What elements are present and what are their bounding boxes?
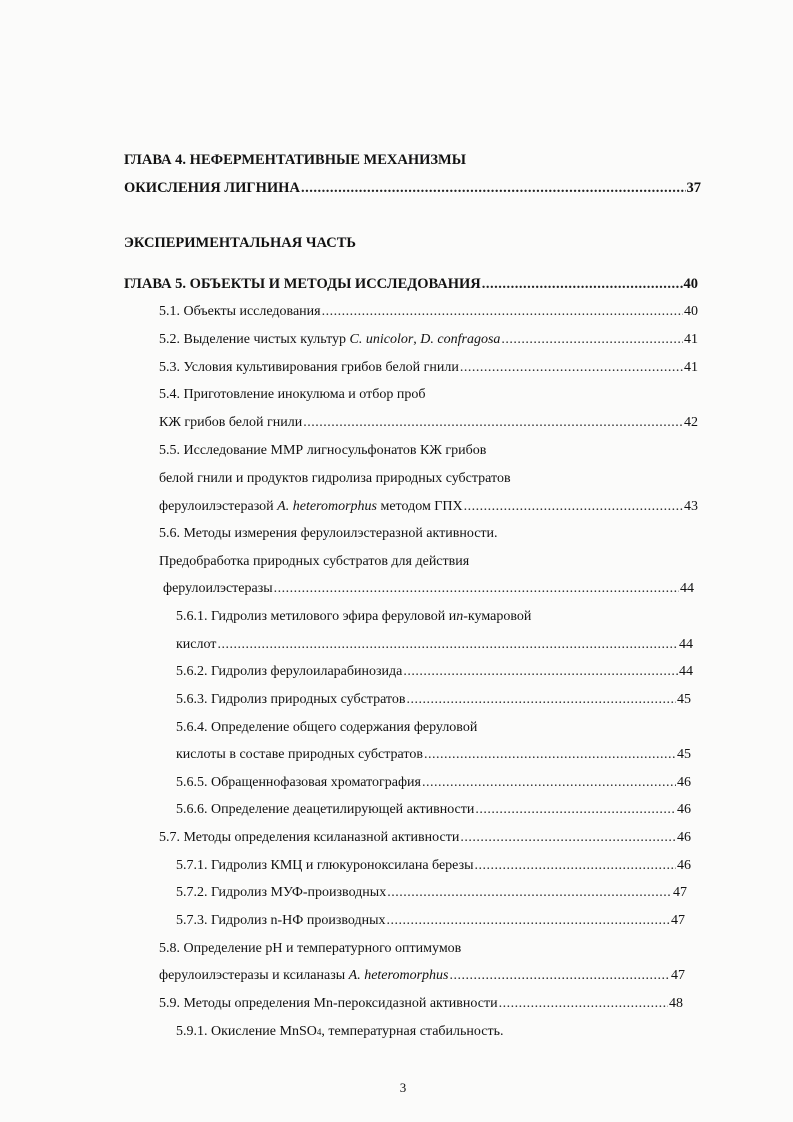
species-name: A. heteromorphus — [277, 499, 377, 514]
toc-entry-5-6-line2: Предобработка природных субстратов для действия — [159, 554, 470, 569]
dot-leader — [482, 275, 683, 293]
dot-leader — [475, 857, 677, 875]
page-ref: 43 — [684, 499, 698, 514]
entry-text-part: 5.2. Выделение чистых культур — [159, 332, 350, 347]
toc-entry-5-6-2[interactable] — [176, 663, 693, 681]
toc-entry-5-5-line1: 5.5. Исследование ММР лигносульфонатов КЖ грибов — [159, 443, 487, 458]
toc-entry-5-5-line2: белой гнили и продуктов гидролиза природных субстратов — [159, 471, 511, 486]
entry-text: 5.7.2. Гидролиз МУФ-производных — [176, 885, 387, 900]
page-ref: 37 — [686, 180, 701, 196]
entry-text-part: методом ГПХ — [376, 499, 463, 514]
entry-text-part: 5.9.1. Окисление MnSO — [176, 1024, 317, 1039]
entry-text — [159, 967, 448, 985]
dot-leader — [464, 498, 683, 516]
page-ref: 44 — [679, 637, 693, 652]
toc-entry-5-8[interactable] — [159, 967, 685, 985]
entry-text-part: ферулоилэстеразы и ксиланазы — [159, 968, 349, 983]
dot-leader — [460, 359, 683, 377]
toc-entry-5-3[interactable] — [159, 359, 698, 377]
toc-entry-5-6[interactable] — [163, 580, 694, 598]
page-ref: 46 — [677, 830, 691, 845]
dot-leader — [424, 746, 676, 764]
toc-entry-5-6-1[interactable] — [176, 636, 693, 654]
entry-text-part: , температурная стабильность. — [321, 1024, 504, 1039]
toc-entry-chapter-4[interactable] — [124, 179, 701, 197]
dot-leader — [386, 912, 670, 930]
toc-entry-5-6-4-line1: 5.6.4. Определение общего содержания феруловой — [176, 720, 478, 735]
entry-text: 5.7. Методы определения ксиланазной активности — [159, 830, 460, 845]
toc-entry-5-2[interactable] — [159, 331, 698, 349]
page-ref: 45 — [677, 692, 691, 707]
toc-entry-5-9[interactable] — [159, 995, 683, 1013]
subscript: 4 — [316, 1027, 322, 1037]
toc-entry-5-4[interactable] — [159, 414, 698, 432]
dot-leader — [322, 303, 683, 321]
toc-entry-5-7[interactable] — [159, 829, 691, 847]
toc-entry-5-7-1[interactable] — [176, 857, 691, 875]
page-ref: 40 — [684, 304, 698, 319]
toc-entry-5-7-2[interactable] — [176, 884, 687, 902]
entry-text — [159, 498, 463, 516]
entry-text — [159, 331, 500, 349]
entry-text: 5.7.3. Гидролиз n-НФ производных — [176, 913, 386, 928]
entry-text-part: 5.6.1. Гидролиз метилового эфира феруловой и — [176, 609, 457, 624]
species-name: C. unicolor — [349, 332, 414, 347]
dot-leader — [422, 774, 676, 792]
toc-entry-5-1[interactable] — [159, 303, 698, 321]
toc-entry-5-6-1-line1 — [176, 608, 531, 626]
dot-leader — [460, 829, 676, 847]
page-ref: 41 — [684, 360, 698, 375]
page-ref: 44 — [679, 664, 693, 679]
entry-text: 5.7.1. Гидролиз КМЦ и глюкуроноксилана березы — [176, 858, 474, 873]
toc-entry-5-6-6[interactable] — [176, 801, 691, 819]
toc-entry-5-9-1[interactable] — [176, 1023, 503, 1041]
dot-leader — [403, 663, 678, 681]
toc-entry-5-8-line1: 5.8. Определение pH и температурного оптимумов — [159, 941, 462, 956]
toc-entry-chapter-5[interactable] — [124, 275, 698, 293]
page-ref: 47 — [671, 968, 685, 983]
page-ref: 40 — [683, 276, 698, 292]
toc-entry-5-6-line1: 5.6. Методы измерения ферулоилэстеразной активности. — [159, 526, 498, 541]
species-name: D. confragosa — [420, 332, 501, 347]
dot-leader — [499, 995, 668, 1013]
toc-entry-5-4-line1: 5.4. Приготовление инокулюма и отбор проб — [159, 387, 426, 402]
toc-entry-5-5[interactable] — [159, 498, 698, 516]
dot-leader — [475, 801, 676, 819]
page-ref: 46 — [677, 802, 691, 817]
page-ref: 42 — [684, 415, 698, 430]
entry-text: 5.6.2. Гидролиз ферулоиларабинозида — [176, 664, 403, 679]
entry-text: кислот — [176, 637, 217, 652]
page-ref: 46 — [677, 775, 691, 790]
separator: , — [413, 332, 421, 347]
page-ref: 41 — [684, 332, 698, 347]
entry-text: 5.6.5. Обращеннофазовая хроматография — [176, 775, 421, 790]
entry-text: 5.6.3. Гидролиз природных субстратов — [176, 692, 406, 707]
toc-entry-5-6-5[interactable] — [176, 774, 691, 792]
chapter-4-title-line2: ОКИСЛЕНИЯ ЛИГНИНА — [124, 180, 300, 196]
entry-text: 5.9. Методы определения Mn-пероксидазной активности — [159, 996, 498, 1011]
dot-leader — [274, 580, 679, 598]
entry-text: 5.6.6. Определение деацетилирующей активности — [176, 802, 475, 817]
dot-leader — [303, 414, 683, 432]
page-number: 3 — [399, 1080, 407, 1095]
part-title: ЭКСПЕРИМЕНТАЛЬНАЯ ЧАСТЬ — [124, 235, 356, 251]
page-ref: 47 — [673, 885, 687, 900]
entry-text: 5.3. Условия культивирования грибов белой гнили — [159, 360, 459, 375]
entry-text: кислоты в составе природных субстратов — [176, 747, 423, 762]
toc-entry-5-7-3[interactable] — [176, 912, 685, 930]
entry-text-part: ферулоилэстеразой — [159, 499, 278, 514]
chapter-4-title-line1: ГЛАВА 4. НЕФЕРМЕНТАТИВНЫЕ МЕХАНИЗМЫ — [124, 152, 466, 168]
toc-entry-5-6-3[interactable] — [176, 691, 691, 709]
species-name: A. heteromorphus — [348, 968, 449, 983]
italic-prefix: п — [456, 609, 464, 624]
page-ref: 45 — [677, 747, 691, 762]
dot-leader — [449, 967, 670, 985]
chapter-5-title: ГЛАВА 5. ОБЪЕКТЫ И МЕТОДЫ ИССЛЕДОВАНИЯ — [124, 276, 481, 292]
page-ref: 47 — [671, 913, 685, 928]
dot-leader — [406, 691, 676, 709]
entry-text: КЖ грибов белой гнили — [159, 415, 303, 430]
dot-leader — [217, 636, 678, 654]
dot-leader — [501, 331, 683, 349]
dot-leader — [301, 179, 686, 197]
entry-text: ферулоилэстеразы — [163, 581, 273, 596]
toc-entry-5-6-4[interactable] — [176, 746, 691, 764]
page-ref: 46 — [677, 858, 691, 873]
page-ref: 48 — [669, 996, 683, 1011]
entry-text-part: -кумаровой — [463, 609, 532, 624]
dot-leader — [387, 884, 672, 902]
page-ref: 44 — [680, 581, 694, 596]
entry-text: 5.1. Объекты исследования — [159, 304, 321, 319]
